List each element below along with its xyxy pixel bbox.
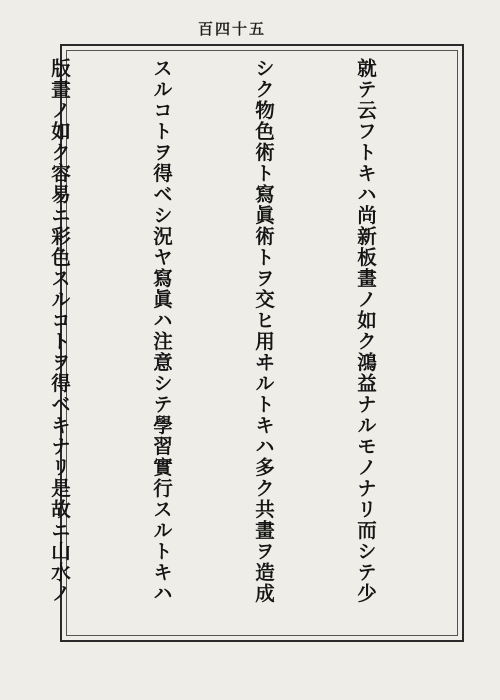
- vertical-text-body: [0, 58, 450, 638]
- text-line: 版畫ノ如ク容易ニ彩色スルコトヲ得ベキナリ是故ニ山水ノ: [48, 58, 71, 604]
- page-number: 百四十五: [198, 20, 267, 38]
- text-line: スルコトヲ得ベシ況ヤ寫眞ハ注意シテ學習實行スルトキハ: [150, 58, 173, 604]
- text-line: シク物色術ト寫眞術トヲ交ヒ用ヰルトキハ多ク共畫ヲ造成: [252, 58, 275, 604]
- text-line: 就テ云フトキハ尚新板畫ノ如ク鴻益ナルモノナリ而シテ少: [354, 58, 377, 604]
